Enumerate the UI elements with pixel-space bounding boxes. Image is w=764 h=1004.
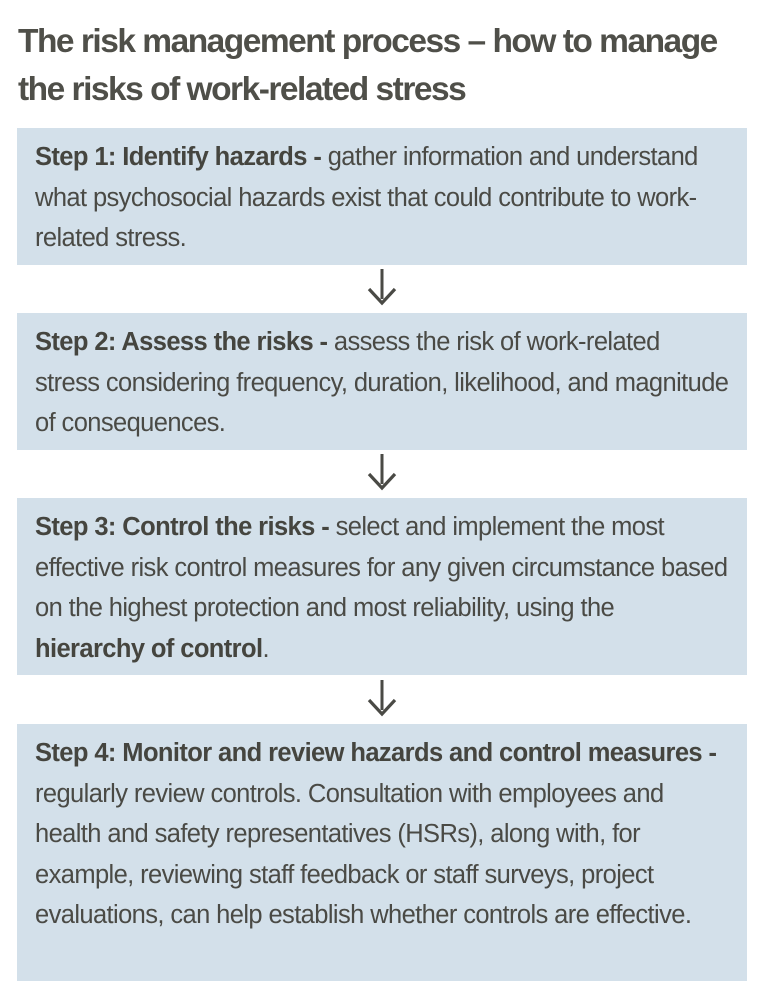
arrow-down-icon xyxy=(366,269,398,307)
step-3-box xyxy=(17,498,747,675)
step-4-heading: Step 4: Monitor and review hazards and control measures - xyxy=(35,739,717,767)
arrow-down-icon xyxy=(366,454,398,492)
step-3-text: select and implement the most effective risk control measures for any given circumstance based on the highest protection and most reliability, using the xyxy=(35,513,728,622)
page-title: The risk management process – how to manage the risks of work-related stress xyxy=(18,23,717,108)
step-3-text-end: . xyxy=(262,634,269,663)
step-1-heading: Step 1: Identify hazards - xyxy=(35,143,322,171)
step-2-box xyxy=(17,313,747,450)
step-2-text: assess the risk of work-related stress considering frequency, duration, likelihood, and magnitude of consequences. xyxy=(35,328,729,437)
step-4-text: regularly review controls. Consultation with employees and health and safety representatives (HSRs), along with, for example, reviewing staff feedback or staff surveys, project evaluations, can help establish whether controls are effective. xyxy=(35,779,692,929)
step-1-box xyxy=(17,128,747,265)
arrow-down-icon xyxy=(366,680,398,718)
step-1-text: gather information and understand what psychosocial hazards exist that could contribute to work-related stress. xyxy=(35,143,698,252)
step-4-box xyxy=(17,724,747,981)
hierarchy-of-control-emphasis: hierarchy of control xyxy=(35,634,263,663)
step-3-heading: Step 3: Control the risks - xyxy=(35,513,330,541)
step-2-heading: Step 2: Assess the risks - xyxy=(35,328,328,356)
